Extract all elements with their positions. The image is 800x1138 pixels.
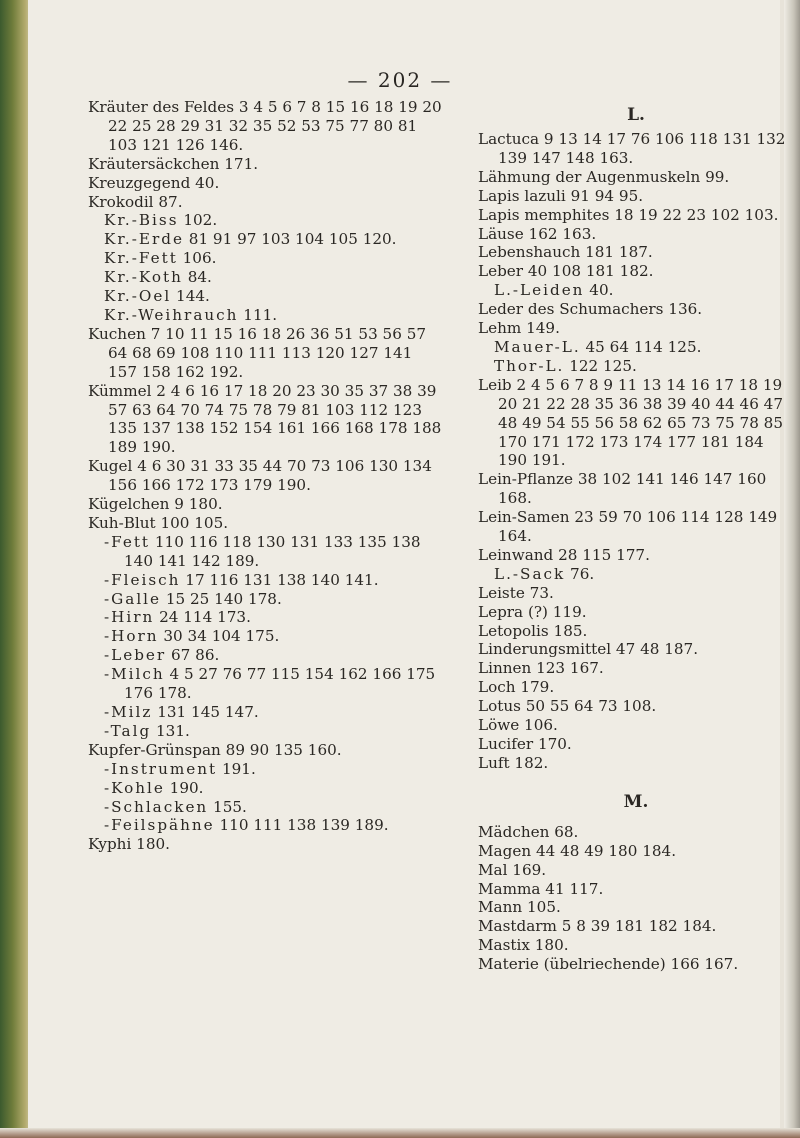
index-entry xyxy=(478,659,794,678)
index-term: Lepra (?) xyxy=(478,602,548,621)
index-entry xyxy=(88,571,444,590)
index-term: Mastix xyxy=(478,936,530,955)
index-entry xyxy=(88,533,444,571)
index-page-refs: 68. xyxy=(554,822,579,841)
index-entry xyxy=(88,495,444,514)
index-term: Leib xyxy=(478,375,512,394)
index-entry xyxy=(478,225,794,244)
index-entry xyxy=(88,665,444,703)
index-page-refs: 136. xyxy=(668,300,703,319)
index-page-refs: 110 111 138 139 189. xyxy=(219,816,389,835)
index-page-refs: 4 6 30 31 33 35 44 70 73 106 130 134 156 166 172 173 179 190. xyxy=(108,457,432,495)
index-term: Leber xyxy=(478,262,524,281)
index-entry xyxy=(88,155,444,174)
index-entry xyxy=(478,917,794,936)
index-term: Kümmel xyxy=(88,381,152,400)
index-page-refs: 91 94 95. xyxy=(570,186,644,205)
index-entry xyxy=(478,376,794,471)
index-term: -Leber xyxy=(104,646,167,665)
index-term: Lebenshauch xyxy=(478,243,581,262)
index-term: Mädchen xyxy=(478,822,550,841)
index-page-refs: 40. xyxy=(589,281,614,300)
index-entry xyxy=(88,514,444,533)
index-page-refs: 76. xyxy=(570,564,595,583)
index-entry xyxy=(478,300,794,319)
index-page-refs: 38 102 141 146 147 160 168. xyxy=(498,470,767,508)
index-page-refs: 179. xyxy=(520,678,555,697)
index-entry xyxy=(478,823,794,842)
index-page-refs: 110 116 118 130 131 133 135 138 140 141 142 189. xyxy=(124,532,421,570)
index-entry xyxy=(478,243,794,262)
index-entry xyxy=(478,697,794,716)
index-term: Lucifer xyxy=(478,735,534,753)
index-term: Kr.-Biss xyxy=(104,211,179,230)
index-page-refs: 100 105. xyxy=(160,513,229,532)
index-page-refs: 67 86. xyxy=(171,646,220,665)
index-entry xyxy=(478,678,794,697)
index-entry xyxy=(88,816,444,835)
index-term: Kuh-Blut xyxy=(88,513,156,532)
index-page-refs: 50 55 64 73 108. xyxy=(525,697,657,716)
index-entry xyxy=(88,722,444,741)
section-heading-M: M. xyxy=(623,791,649,812)
index-entry xyxy=(478,206,794,225)
index-entry xyxy=(88,211,444,230)
index-entry xyxy=(88,287,444,306)
index-page-refs: 4 5 27 76 77 115 154 162 166 175 176 178. xyxy=(124,665,436,703)
index-term: Lein-Pflanze xyxy=(478,470,574,489)
index-term: Kuchen xyxy=(88,324,146,343)
index-entry xyxy=(88,779,444,798)
index-page-refs: 5 8 39 181 182 184. xyxy=(561,917,717,936)
index-page-refs: 131 145 147. xyxy=(157,703,259,721)
index-term: Luft xyxy=(478,753,510,772)
index-page-refs: 105. xyxy=(527,898,561,917)
index-term: Lehm xyxy=(478,319,522,338)
index-page-refs: 23 59 70 106 114 128 149 164. xyxy=(498,508,778,546)
index-entry xyxy=(478,716,794,735)
index-term: Lactuca xyxy=(478,130,540,148)
index-term: Lotus xyxy=(478,697,521,716)
index-entry xyxy=(88,457,444,495)
index-term: Kugel xyxy=(88,457,133,476)
index-entry xyxy=(478,584,794,603)
index-entry xyxy=(478,168,794,187)
index-page-refs: 122 125. xyxy=(569,356,637,375)
index-term: Materie (übelriechende) xyxy=(478,955,666,974)
index-entry xyxy=(478,898,794,917)
index-entry xyxy=(478,622,794,641)
index-term: Kr.-Weihrauch xyxy=(104,305,239,324)
index-term: -Milz xyxy=(104,703,153,721)
index-term: Lapis lazuli xyxy=(478,186,566,205)
index-term: -Kohle xyxy=(104,778,165,797)
index-page-refs: 9 13 14 17 76 106 118 131 132 139 147 148 163. xyxy=(498,130,786,167)
index-page-refs: 89 90 135 160. xyxy=(225,740,342,759)
index-entry xyxy=(478,936,794,955)
index-entry xyxy=(478,338,794,357)
index-term: Linnen xyxy=(478,659,532,678)
index-page-refs: 155. xyxy=(213,797,247,816)
section-M-entries xyxy=(478,823,794,974)
index-entry xyxy=(88,249,444,268)
index-entry xyxy=(88,325,444,382)
index-entry xyxy=(478,357,794,376)
index-entry xyxy=(88,703,444,722)
index-term: Leiste xyxy=(478,583,525,602)
index-page-refs: 87. xyxy=(158,192,183,211)
index-entry xyxy=(88,760,444,779)
index-term: Kr.-Fett xyxy=(104,249,178,268)
index-page-refs: 15 25 140 178. xyxy=(165,589,282,608)
index-page-refs: 162 163. xyxy=(528,224,597,243)
index-term: -Milch xyxy=(104,665,165,684)
page-bottom-edge xyxy=(0,1128,800,1138)
index-column-left xyxy=(88,98,444,854)
index-page-refs: 180. xyxy=(136,835,170,854)
index-entry xyxy=(478,603,794,622)
index-page-refs: 45 64 114 125. xyxy=(585,337,702,356)
index-term: Letopolis xyxy=(478,621,549,640)
index-term: -Feilspähne xyxy=(104,816,215,835)
index-page-refs: 191. xyxy=(221,759,256,778)
index-term: Läuse xyxy=(478,224,524,243)
index-page-refs: 28 115 177. xyxy=(558,545,650,564)
index-entry xyxy=(478,754,794,773)
index-page-refs: 17 116 131 138 140 141. xyxy=(185,570,379,589)
index-page-refs: 44 48 49 180 184. xyxy=(535,841,677,860)
index-page-refs: 131. xyxy=(156,721,190,740)
index-term: -Hirn xyxy=(104,608,155,627)
index-term: Loch xyxy=(478,678,516,697)
index-page-refs: 73. xyxy=(529,583,554,602)
index-page-refs: 106. xyxy=(182,249,217,268)
index-entry xyxy=(478,861,794,880)
index-entry xyxy=(478,565,794,584)
index-page-refs: 84. xyxy=(187,268,212,287)
index-page-refs: 169. xyxy=(512,860,547,879)
index-entry xyxy=(88,627,444,646)
index-entry xyxy=(478,281,794,300)
index-entry xyxy=(478,735,794,754)
index-term: -Talg xyxy=(104,721,152,740)
index-page-refs: 2 4 5 6 7 8 9 11 13 14 16 17 18 19 20 21 22 28 35 36 38 39 40 44 46 47 48 49 54 55 56 58 62 65 73 75 78 85 170 171 172 173 174 177 181 184 190 191. xyxy=(498,375,784,470)
index-term: Krokodil xyxy=(88,192,154,211)
index-term: -Galle xyxy=(104,589,162,608)
index-term: Kreuzgegend xyxy=(88,173,191,192)
index-page-refs: 170. xyxy=(537,735,572,753)
index-term: Löwe xyxy=(478,716,520,735)
index-entry xyxy=(88,646,444,665)
index-term: Mastdarm xyxy=(478,917,557,936)
index-page-refs: 7 10 11 15 16 18 26 36 51 53 56 57 64 68 69 108 110 111 113 120 127 141 157 158 162 192. xyxy=(108,324,427,381)
index-entry xyxy=(478,319,794,338)
index-page-refs: 185. xyxy=(553,621,588,640)
index-term: Lähmung der Augenmuskeln xyxy=(478,167,701,186)
index-term: L.-Sack xyxy=(494,564,566,583)
index-entry xyxy=(478,470,794,508)
index-term: -Instrument xyxy=(104,759,218,778)
index-term: Kr.-Koth xyxy=(104,268,183,287)
index-term: Kr.-Oel xyxy=(104,287,172,306)
index-entry xyxy=(88,174,444,193)
index-entry xyxy=(478,640,794,659)
index-page-refs: 99. xyxy=(705,167,730,186)
index-term: L.-Leiden xyxy=(494,281,585,300)
index-entry xyxy=(88,590,444,609)
index-page-refs: 40. xyxy=(195,173,220,192)
index-term: Lapis memphites xyxy=(478,205,610,224)
index-term: Lein-Samen xyxy=(478,508,570,527)
index-term: Magen xyxy=(478,841,532,860)
index-term: Kyphi xyxy=(88,835,132,854)
index-page-refs: 171. xyxy=(224,154,259,173)
index-term: Kräutersäckchen xyxy=(88,154,220,173)
index-page-refs: 181 187. xyxy=(585,243,653,262)
index-page-refs: 30 34 104 175. xyxy=(163,627,280,646)
index-term: Kupfer-Grünspan xyxy=(88,740,221,759)
index-term: -Schlacken xyxy=(104,797,209,816)
index-entry xyxy=(478,842,794,861)
index-entry xyxy=(478,880,794,899)
index-page-refs: 9 180. xyxy=(174,495,223,514)
index-term: -Horn xyxy=(104,627,159,646)
index-page-refs: 182. xyxy=(514,753,549,772)
index-page-refs: 106. xyxy=(524,716,558,735)
index-page-refs: 190. xyxy=(169,778,204,797)
page-number: — 202 — xyxy=(347,68,453,92)
index-entry xyxy=(88,382,444,458)
index-page-refs: 180. xyxy=(534,936,569,955)
index-page-refs: 144. xyxy=(176,287,210,306)
index-page-refs: 40 108 181 182. xyxy=(527,262,654,281)
index-term: Kügelchen xyxy=(88,495,170,514)
index-page-refs: 166 167. xyxy=(670,955,739,974)
index-term: -Fleisch xyxy=(104,570,181,589)
index-entry xyxy=(88,608,444,627)
index-entry xyxy=(88,835,444,854)
index-column-right xyxy=(478,98,794,974)
index-page-refs: 123 167. xyxy=(536,659,604,678)
index-page-refs: 102. xyxy=(183,211,218,230)
index-term: Thor-L. xyxy=(494,356,565,375)
index-page-refs: 2 4 6 16 17 18 20 23 30 35 37 38 39 57 63 64 70 74 75 78 79 81 103 112 123 135 137 138 152 154 161 166 168 178 188 189 190. xyxy=(108,381,442,457)
index-page-refs: 41 117. xyxy=(545,879,604,898)
index-entry xyxy=(478,955,794,974)
index-page-refs: 119. xyxy=(552,602,587,621)
index-entry xyxy=(88,230,444,249)
index-entry xyxy=(88,98,444,155)
index-entry xyxy=(478,130,794,168)
index-page-refs: 47 48 187. xyxy=(615,640,699,659)
index-term: Kr.-Erde xyxy=(104,230,184,249)
index-entry xyxy=(478,262,794,281)
index-term: Mauer-L. xyxy=(494,337,581,356)
index-term: Mann xyxy=(478,898,523,917)
index-term: Linderungsmittel xyxy=(478,640,612,659)
index-term: Leinwand xyxy=(478,545,554,564)
index-entry xyxy=(88,798,444,817)
index-page-refs: 81 91 97 103 104 105 120. xyxy=(188,230,397,249)
index-entry xyxy=(478,187,794,206)
index-entry xyxy=(88,268,444,287)
index-entry xyxy=(478,546,794,565)
index-term: Mamma xyxy=(478,879,541,898)
index-entry xyxy=(88,193,444,212)
index-page-refs: 149. xyxy=(526,319,560,338)
index-term: Leder des Schumachers xyxy=(478,300,664,319)
index-page-refs: 18 19 22 23 102 103. xyxy=(614,205,779,224)
index-entry xyxy=(88,741,444,760)
index-term: -Fett xyxy=(104,532,151,551)
index-term: Mal xyxy=(478,860,508,879)
index-page-refs: 3 4 5 6 7 8 15 16 18 19 20 22 25 28 29 31 32 35 52 53 75 77 80 81 103 121 126 146. xyxy=(108,98,442,154)
index-entry xyxy=(88,306,444,325)
section-heading-L: L. xyxy=(627,105,645,125)
index-entry xyxy=(478,508,794,546)
section-L-entries xyxy=(478,130,794,773)
index-term: Kräuter des Feldes xyxy=(88,98,235,116)
index-page-refs: 24 114 173. xyxy=(159,608,251,627)
index-page-refs: 111. xyxy=(243,305,278,324)
